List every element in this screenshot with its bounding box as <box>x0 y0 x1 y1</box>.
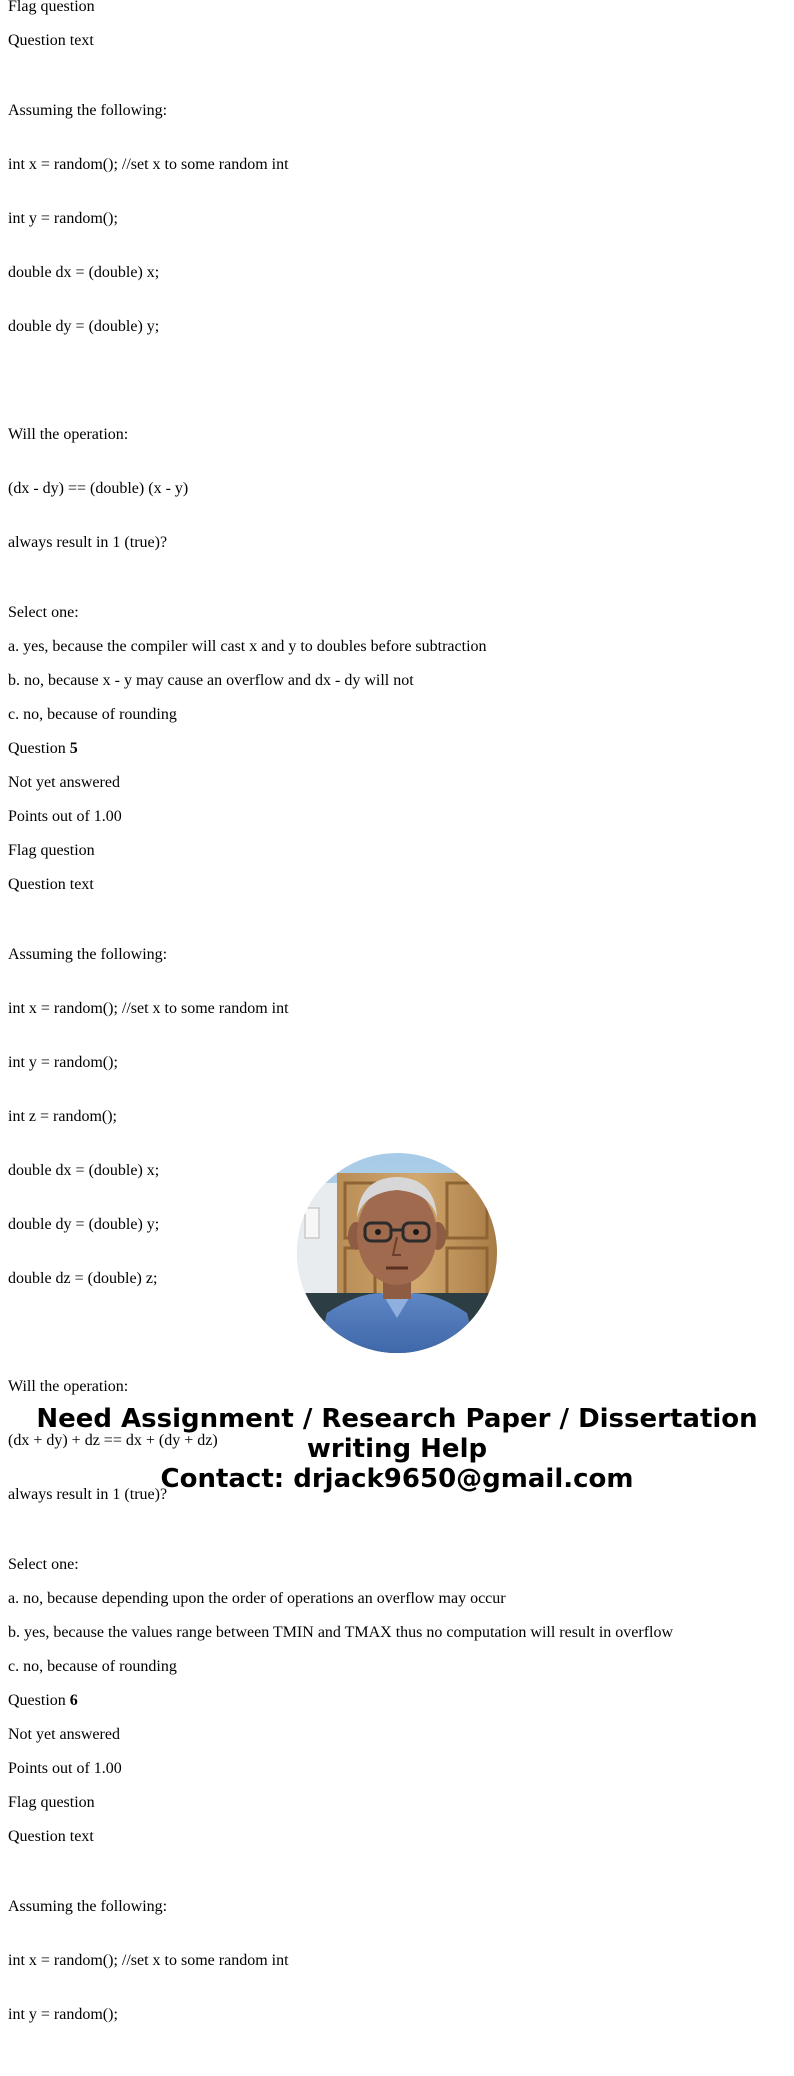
answer-option-b[interactable]: b. yes, because the values range between TMIN and TMAX thus no computation will result in overflow <box>8 1624 674 1641</box>
question-number-value: 5 <box>69 740 78 757</box>
code-line: Assuming the following: <box>8 946 168 963</box>
question-word: Question <box>8 740 70 757</box>
question-number <box>8 1692 788 1710</box>
code-line: int y = random(); <box>8 210 118 227</box>
quiz-page <box>8 0 788 2076</box>
code-line <box>8 372 788 390</box>
code-line: double dy = (double) y; <box>8 318 160 335</box>
answer-option-b[interactable]: b. no, because x - y may cause an overflow and dx - dy will not <box>8 672 414 689</box>
flag-question-label[interactable]: Flag question <box>8 0 95 15</box>
code-line: (dx - dy) == (double) (x - y) <box>8 480 189 497</box>
question-text-label: Question text <box>8 32 94 49</box>
question-status: Not yet answered <box>8 1726 120 1743</box>
code-line: int x = random(); //set x to some random int <box>8 156 289 173</box>
question-status: Not yet answered <box>8 774 120 791</box>
question-text-heading <box>8 1828 788 1846</box>
question-points: Points out of 1.00 <box>8 808 122 825</box>
code-line: int z = random(); <box>8 1108 117 1125</box>
flag-question-label[interactable]: Flag question <box>8 842 95 859</box>
code-line: int x = random(); //set x to some random int <box>8 1000 289 1017</box>
answer-option-c[interactable]: c. no, because of rounding <box>8 706 177 723</box>
flag-question-link[interactable] <box>8 1794 788 1812</box>
code-line: int x = random(); //set x to some random int <box>8 1952 289 1969</box>
question-points: Points out of 1.00 <box>8 1760 122 1777</box>
code-line: int y = random(); <box>8 1054 118 1071</box>
code-line: always result in 1 (true)? <box>8 534 168 551</box>
code-line: int y = random(); <box>8 2006 118 2023</box>
profile-photo <box>297 1153 497 1353</box>
code-line: Assuming the following: <box>8 102 168 119</box>
code-line: double dy = (double) y; <box>8 1216 160 1233</box>
profile-photo-image <box>297 1153 497 1353</box>
code-line: Assuming the following: <box>8 1898 168 1915</box>
question-body <box>8 1862 788 2060</box>
question-text-label: Question text <box>8 876 94 893</box>
promo-contact[interactable]: Contact: drjack9650@gmail.com <box>160 1464 634 1494</box>
question-word: Question <box>8 1692 70 1709</box>
question-text-heading <box>8 876 788 894</box>
question-number <box>8 740 788 758</box>
answer-option-a[interactable]: a. no, because depending upon the order of operations an overflow may occur <box>8 1590 506 1607</box>
promo-banner <box>0 1404 794 1494</box>
code-line: double dx = (double) x; <box>8 264 160 281</box>
answer-option-c[interactable]: c. no, because of rounding <box>8 1658 177 1675</box>
code-line: Will the operation: <box>8 426 129 443</box>
question-body <box>8 66 788 588</box>
code-line: always result in 1 (true)? <box>8 1486 168 1503</box>
code-line: double dx = (double) x; <box>8 1162 160 1179</box>
question-text-label: Question text <box>8 1828 94 1845</box>
promo-line-2: writing Help <box>306 1434 488 1464</box>
promo-line-1: Need Assignment / Research Paper / Dissertation <box>36 1404 758 1434</box>
question-number-value: 6 <box>69 1692 78 1709</box>
answer-option-a[interactable]: a. yes, because the compiler will cast x and y to doubles before subtraction <box>8 638 487 655</box>
code-line: (dx + dy) + dz == dx + (dy + dz) <box>8 1432 218 1449</box>
select-one-label: Select one: <box>8 604 79 621</box>
select-one-label: Select one: <box>8 1556 79 1573</box>
flag-question-label[interactable]: Flag question <box>8 1794 95 1811</box>
code-line: double dz = (double) z; <box>8 1270 158 1287</box>
question-text-heading <box>8 32 788 50</box>
flag-question-link[interactable] <box>8 842 788 860</box>
flag-question-link[interactable] <box>8 0 788 16</box>
code-line: Will the operation: <box>8 1378 129 1395</box>
